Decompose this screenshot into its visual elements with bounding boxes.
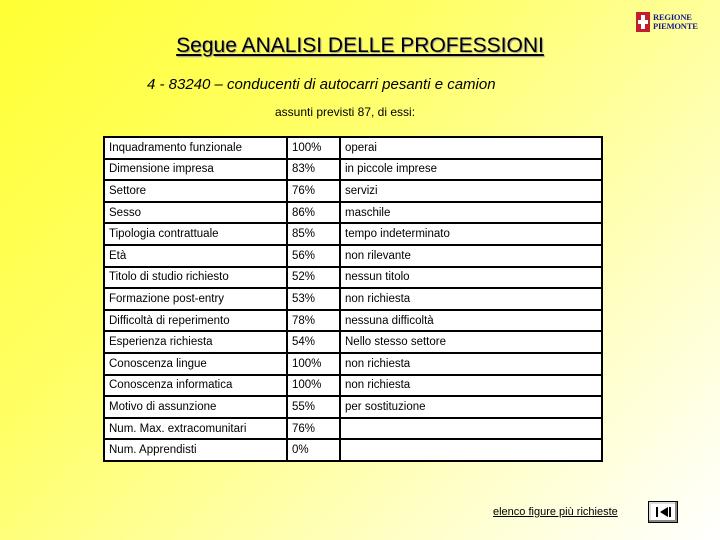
row-detail: operai [340,137,602,159]
row-detail: nessuna difficoltà [340,310,602,332]
row-detail [340,439,602,461]
row-label: Dimensione impresa [104,159,287,181]
table-body [104,137,602,461]
table-row [104,288,602,310]
row-percentage: 52% [287,267,340,289]
row-detail: nessun titolo [340,267,602,289]
row-detail: servizi [340,180,602,202]
row-percentage: 78% [287,310,340,332]
logo-text [653,13,698,31]
table-row [104,310,602,332]
table-row [104,159,602,181]
row-detail: in piccole imprese [340,159,602,181]
row-detail: non richiesta [340,375,602,397]
row-percentage: 76% [287,180,340,202]
hiring-summary: assunti previsti 87, di essi: [274,105,416,119]
row-percentage: 56% [287,245,340,267]
piemonte-flag-icon [636,12,650,32]
row-label: Formazione post-entry [104,288,287,310]
row-label: Esperienza richiesta [104,331,287,353]
row-label: Settore [104,180,287,202]
row-detail: non richiesta [340,288,602,310]
logo-line-1: REGIONE [653,12,692,22]
row-detail: per sostituzione [340,396,602,418]
row-label: Difficoltà di reperimento [104,310,287,332]
profession-subtitle: 4 - 83240 – conducenti di autocarri pesanti e camion [147,76,496,93]
table-row [104,202,602,224]
row-detail [340,418,602,440]
table-row [104,180,602,202]
row-percentage: 100% [287,375,340,397]
table-row [104,396,602,418]
row-label: Motivo di assunzione [104,396,287,418]
table-row [104,137,602,159]
row-label: Tipologia contrattuale [104,223,287,245]
row-percentage: 83% [287,159,340,181]
table-row [104,353,602,375]
row-label: Sesso [104,202,287,224]
regione-piemonte-logo [636,10,700,34]
row-percentage: 100% [287,353,340,375]
table-row [104,439,602,461]
row-percentage: 85% [287,223,340,245]
row-percentage: 0% [287,439,340,461]
table-row [104,375,602,397]
row-label: Conoscenza lingue [104,353,287,375]
profession-analysis-table [103,136,603,462]
row-label: Titolo di studio richiesto [104,267,287,289]
row-label: Conoscenza informatica [104,375,287,397]
row-detail: maschile [340,202,602,224]
row-label: Età [104,245,287,267]
row-label: Inquadramento funzionale [104,137,287,159]
row-label: Num. Apprendisti [104,439,287,461]
row-detail: Nello stesso settore [340,331,602,353]
most-requested-figures-link[interactable]: elenco figure più richieste [493,506,618,518]
row-detail: non rilevante [340,245,602,267]
page-title-text: Segue ANALISI DELLE PROFESSIONI [176,34,544,57]
row-percentage: 100% [287,137,340,159]
table-row [104,418,602,440]
table-row [104,267,602,289]
table-row [104,223,602,245]
row-percentage: 54% [287,331,340,353]
row-percentage: 55% [287,396,340,418]
page-title [0,34,720,58]
table-row [104,245,602,267]
row-percentage: 86% [287,202,340,224]
row-percentage: 76% [287,418,340,440]
row-percentage: 53% [287,288,340,310]
logo-line-2: PIEMONTE [653,21,698,31]
row-label: Num. Max. extracomunitari [104,418,287,440]
table-row [104,331,602,353]
row-detail: tempo indeterminato [340,223,602,245]
skip-back-icon [653,505,673,519]
row-detail: non richiesta [340,353,602,375]
back-navigation-button[interactable] [648,501,678,523]
